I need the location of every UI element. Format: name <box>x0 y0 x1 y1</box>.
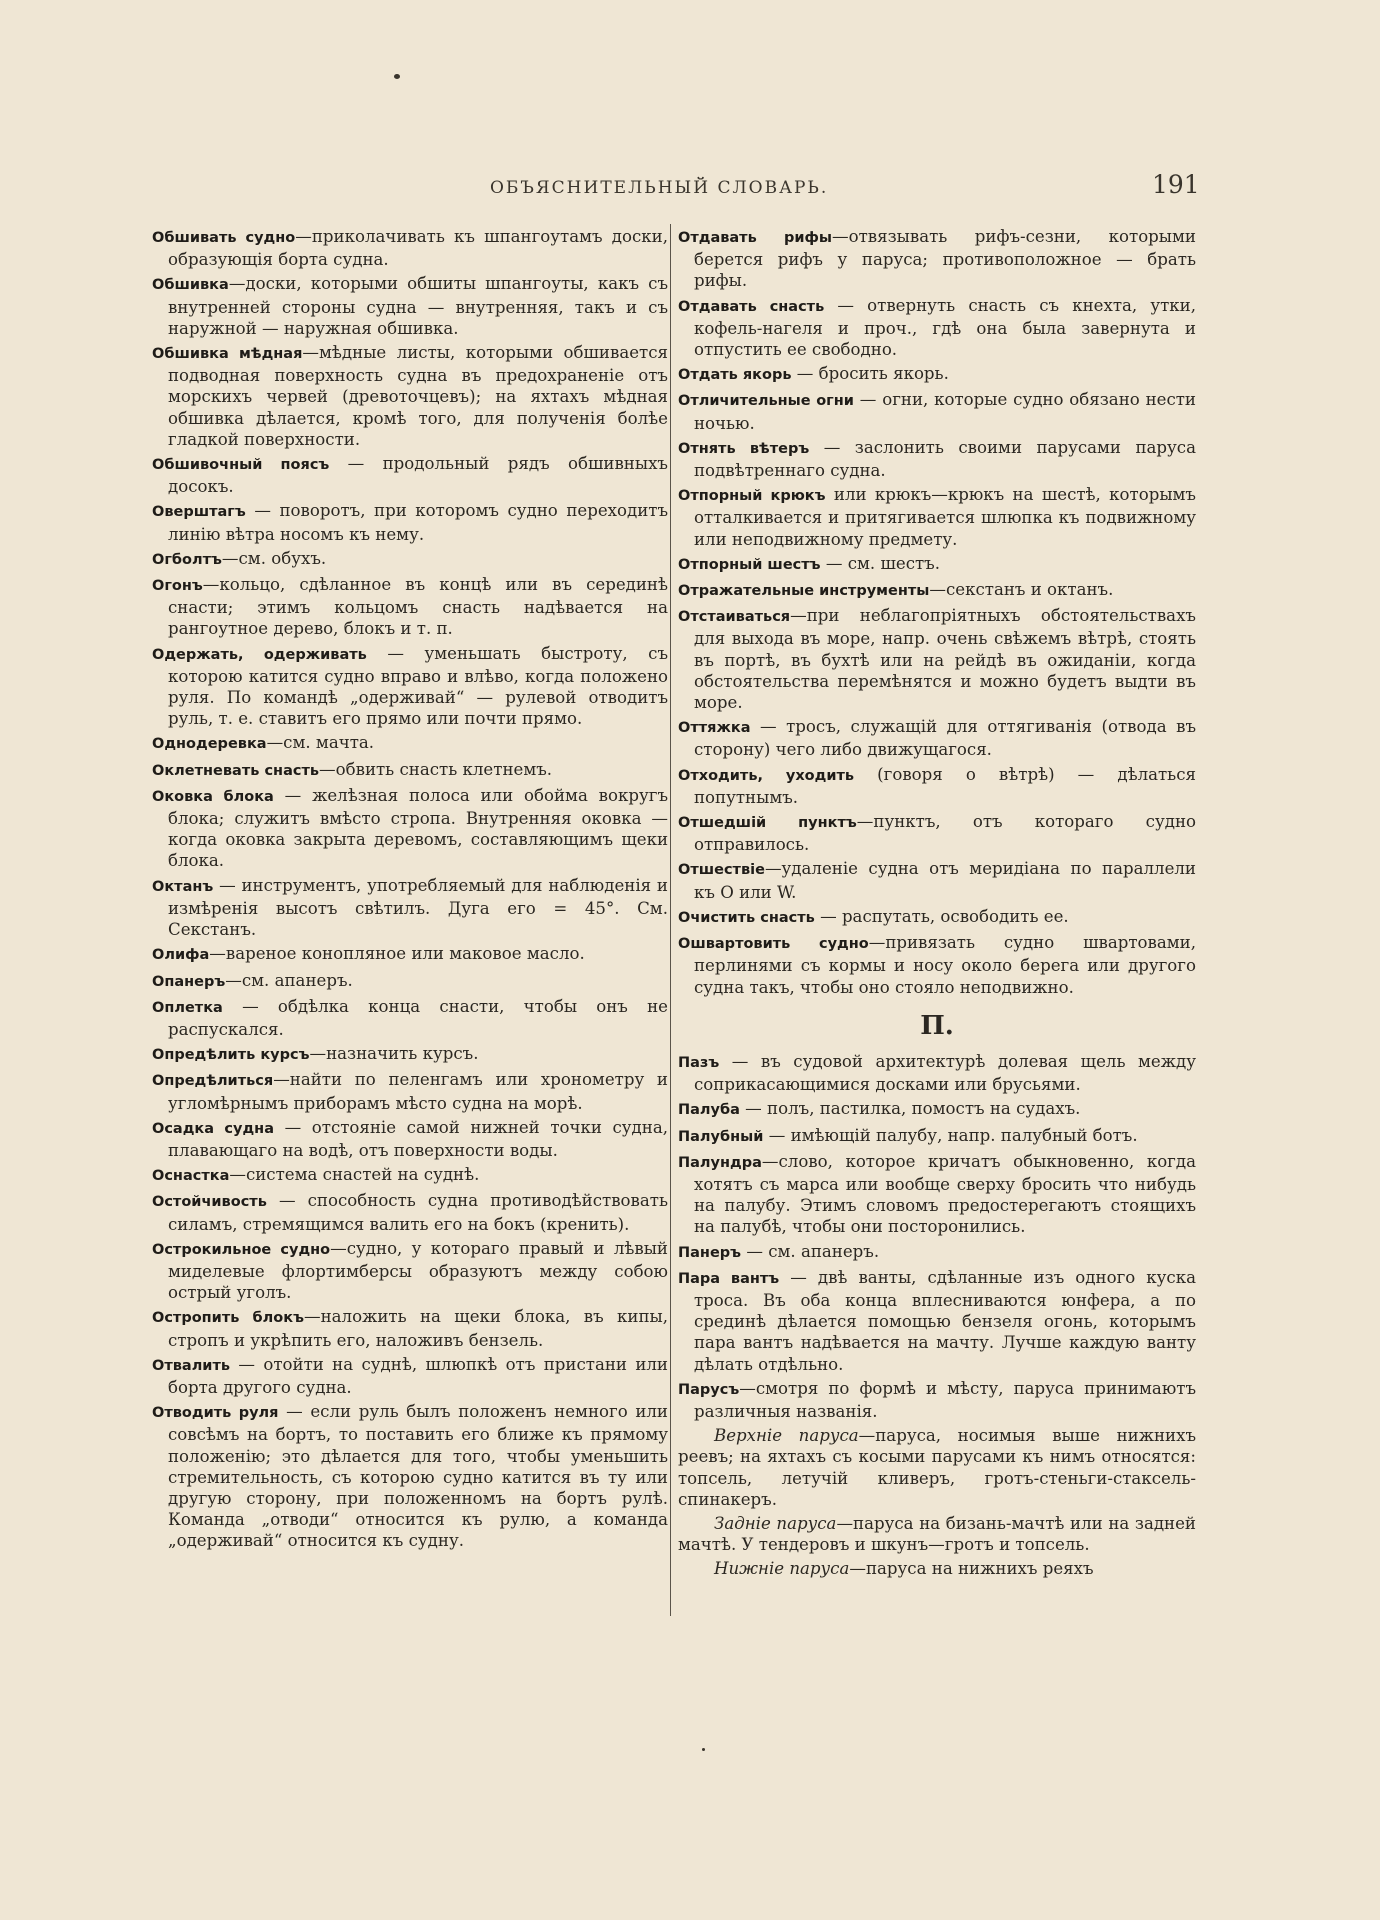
entry-definition: — заслонить своими парусами паруса подвѣтреннаго судна. <box>694 437 1196 481</box>
dictionary-entry <box>678 363 1196 386</box>
right-column <box>678 226 1196 1583</box>
entry-term: Парусъ <box>678 1381 740 1398</box>
entry-term: Оснастка <box>152 1168 230 1185</box>
sail-entry-upper <box>678 1425 1196 1510</box>
dictionary-entry <box>152 1401 668 1551</box>
entry-definition: —отвязывать рифъ-сезни, которыми берется рифъ у паруса; противоположное — брать рифы. <box>694 227 1196 291</box>
entry-term: Опанеръ <box>152 973 226 990</box>
entry-definition: или крюкъ—крюкъ на шестѣ, которымъ отталкивается и притягивается шлюпка къ подвижному или неподвижному предмету. <box>694 485 1196 549</box>
entry-definition: —мѣдные листы, которыми обшивается подводная поверхность судна въ предохраненіе отъ морскихъ червей (древоточцевъ); на яхтахъ мѣдная обшивка дѣлается, кромѣ того, для полученія болѣе гладкой поверхности. <box>168 343 668 449</box>
entry-definition: — инструментъ, употребляемый для наблюденія и измѣренія высотъ свѣтилъ. Дуга его = 45°. См. Секстанъ. <box>168 875 668 940</box>
sail-def: —паруса на нижнихъ реяхъ <box>849 1559 1094 1579</box>
entry-definition: —вареное конопляное или маковое масло. <box>209 944 585 964</box>
entry-term: Огонъ <box>152 578 203 595</box>
entry-term: Отражательные инструменты <box>678 583 930 600</box>
dictionary-entry <box>678 389 1196 433</box>
entry-definition: —привязать судно швартовами, перлинями съ кормы и носу около берега или другого судна такъ, чтобы оно стояло неподвижно. <box>694 933 1196 997</box>
entry-term: Палубный <box>678 1128 764 1145</box>
entry-term: Отнять вѣтеръ <box>678 440 810 457</box>
entry-definition: —слово, которое кричатъ обыкновенно, когда хотятъ съ марса или вообще сверху бросить что нибудь на палубу. Этимъ словомъ предостерегаютъ стоящихъ на палубѣ, чтобы они посторонились. <box>694 1151 1196 1237</box>
dictionary-entry <box>678 811 1196 855</box>
entry-definition: —доски, которыми обшиты шпангоуты, какъ съ внутренней стороны судна — внутренняя, такъ и съ наружной — наружная обшивка. <box>168 274 668 338</box>
entry-definition: —смотря по формѣ и мѣсту, паруса принимаютъ различныя названія. <box>694 1378 1196 1421</box>
entry-definition: —приколачивать къ шпангоутамъ доски, образующія борта судна. <box>168 227 668 270</box>
entry-definition: — отстояніе самой нижней точки судна, плавающаго на водѣ, отъ поверхности воды. <box>168 1117 668 1160</box>
entry-definition: —см. обухъ. <box>221 548 327 568</box>
dictionary-entry <box>678 1267 1196 1375</box>
entry-term: Остойчивость <box>152 1194 267 1211</box>
entry-term: Отдавать рифы <box>678 230 833 246</box>
entry-definition: — двѣ ванты, сдѣланные изъ одного куска троса. Въ оба конца вплесниваются юнфера, а по срединѣ дѣлается помощью бензеля огонь, которымъ пара вантъ надѣвается на мачту. Лучше каждую ванту дѣлать отдѣльно. <box>694 1267 1196 1374</box>
entry-term: Обшивка мѣдная <box>152 346 303 363</box>
dictionary-entry <box>678 858 1196 902</box>
entry-definition: — огни, которые судно обязано нести ночью. <box>694 390 1196 433</box>
entry-definition: —найти по пеленгамъ или хронометру и угломѣрнымъ приборамъ мѣсто судна на морѣ. <box>168 1070 668 1113</box>
entry-term: Палуба <box>678 1102 740 1119</box>
entry-term: Отстаиваться <box>678 609 791 626</box>
dictionary-entry <box>678 1051 1196 1095</box>
entry-term: Осадка судна <box>152 1120 274 1137</box>
entry-definition: — продольный рядъ обшивныхъ досокъ. <box>168 454 668 497</box>
left-column <box>152 226 668 1555</box>
entry-term: Палундра <box>678 1154 762 1171</box>
dictionary-entry <box>678 437 1196 481</box>
right-column-p-entries <box>678 1051 1196 1422</box>
dictionary-entry <box>678 932 1196 998</box>
section-letter: П. <box>920 1010 954 1041</box>
dictionary-entry <box>152 574 668 640</box>
entry-definition: — распутать, освободить ее. <box>814 906 1069 926</box>
entry-definition: — отойти на суднѣ, шлюпкѣ отъ пристани или борта другого судна. <box>168 1354 668 1397</box>
dictionary-entry <box>152 342 668 450</box>
dictionary-entry <box>152 996 668 1040</box>
entry-term: Панеръ <box>678 1244 742 1261</box>
page-number: 191 <box>1152 170 1200 199</box>
dictionary-entry <box>678 484 1196 550</box>
entry-definition: — см. шестъ. <box>820 553 941 573</box>
entry-definition: — полъ, пастилка, помостъ на судахъ. <box>739 1099 1081 1119</box>
dictionary-entry <box>678 906 1196 929</box>
entry-term: Отпорный шестъ <box>678 556 821 573</box>
ink-speck <box>394 74 400 79</box>
entry-term: Отдать якорь <box>678 367 792 384</box>
entry-term: Однодеревка <box>152 736 267 753</box>
dictionary-entry <box>152 453 668 497</box>
entry-definition: —при неблагопріятныхъ обстоятельствахъ для выхода въ море, напр. очень свѣжемъ вѣтрѣ, стоять въ портѣ, въ бухтѣ или на рейдѣ въ ожиданіи, когда обстоятельства перемѣнятся и можно будетъ выдти въ море. <box>694 606 1196 713</box>
entry-definition: — имѣющій палубу, напр. палубный ботъ. <box>763 1125 1138 1145</box>
entry-term: Одержать, одерживать <box>152 646 367 663</box>
entry-definition: —кольцо, сдѣланное въ концѣ или въ серединѣ снасти; этимъ кольцомъ снасть надѣвается на рангоутное дерево, блокъ и т. п. <box>168 575 668 639</box>
entry-term: Отличительные огни <box>678 393 854 410</box>
entry-term: Очистить снасть <box>678 909 815 926</box>
dictionary-entry <box>152 759 668 782</box>
dictionary-entry <box>678 579 1196 602</box>
entry-definition: —обвить снасть клетнемъ. <box>319 759 553 779</box>
entry-definition: —см. апанеръ. <box>225 970 353 990</box>
dictionary-entry <box>678 605 1196 713</box>
entry-definition: —система снастей на суднѣ. <box>229 1165 480 1185</box>
dictionary-entry <box>678 1098 1196 1121</box>
entry-definition: — тросъ, служащій для оттягиванія (отвода въ сторону) чего либо движущагося. <box>694 717 1196 760</box>
entry-definition: —удаленіе судна отъ меридіана по параллели къ O или W. <box>694 859 1196 902</box>
entry-term: Отходить, уходить <box>678 767 855 784</box>
entry-term: Обшивка <box>152 277 229 294</box>
sail-entry-lower <box>678 1558 1196 1579</box>
entry-term: Остропить блокъ <box>152 1310 304 1327</box>
column-divider <box>670 224 671 1616</box>
dictionary-entry <box>152 1354 668 1398</box>
entry-term: Обшивочный поясъ <box>152 457 330 474</box>
entry-term: Октанъ <box>152 878 214 895</box>
dictionary-entry <box>152 785 668 872</box>
dictionary-entry <box>678 553 1196 576</box>
dictionary-entry <box>152 1117 668 1161</box>
dictionary-entry <box>152 970 668 993</box>
entry-term: Оттяжка <box>678 720 751 737</box>
dictionary-entry <box>678 1241 1196 1264</box>
sail-term: Задніе паруса <box>714 1513 837 1533</box>
entry-definition: — бросить якорь. <box>791 364 949 384</box>
entry-term: Ошвартовить судно <box>678 936 869 953</box>
entry-definition: — желѣзная полоса или обойма вокругъ блока; служитъ вмѣсто стропа. Внутренняя оковка — когда оковка закрыта деревомъ, составляющимъ щеки блока. <box>168 785 669 871</box>
dictionary-entry <box>152 226 668 270</box>
dictionary-entry <box>152 1043 668 1066</box>
entry-definition: —назначить курсъ. <box>309 1044 479 1064</box>
entry-definition: — отвернуть снасть съ кнехта, утки, кофель-нагеля и проч., гдѣ она была завернута и отпустить ее свободно. <box>694 295 1197 360</box>
dictionary-entry <box>678 1125 1196 1148</box>
entry-term: Отвалить <box>152 1357 231 1374</box>
dictionary-entry <box>152 943 668 966</box>
entry-term: Обшивать судно <box>152 230 296 246</box>
dictionary-entry <box>152 1190 668 1234</box>
entry-term: Пазъ <box>678 1054 720 1071</box>
right-column-o-entries <box>678 226 1196 998</box>
sail-def: —паруса, носимыя выше нижнихъ реевъ; на яхтахъ съ косыми парусами къ нимъ относятся: топсель, летучій кливеръ, гротъ-стеньги-стаксель-спинакеръ. <box>678 1426 1197 1509</box>
dictionary-entry <box>678 1378 1196 1422</box>
entry-term: Пара вантъ <box>678 1270 780 1287</box>
entry-term: Опредѣлиться <box>152 1073 274 1090</box>
entry-term: Оклетневать снасть <box>152 762 320 779</box>
dictionary-entry <box>152 1164 668 1187</box>
dictionary-entry <box>152 643 668 730</box>
dictionary-entry <box>152 548 668 571</box>
entry-definition: — способность судна противодѣйствовать силамъ, стремящимся валить его на бокъ (кренить). <box>168 1191 668 1234</box>
dictionary-entry <box>678 716 1196 760</box>
entry-term: Отводить руля <box>152 1405 279 1422</box>
entry-definition: — уменьшать быстроту, съ которою катится судно вправо и влѣво, когда положено руля. По командѣ „одерживай“ — рулевой отводитъ руль, т. е. ставитъ его прямо или почти прямо. <box>168 643 668 729</box>
ink-speck <box>702 1748 705 1751</box>
entry-term: Оплетка <box>152 999 223 1016</box>
running-header: ОБЪЯСНИТЕЛЬНЫЙ СЛОВАРЬ. <box>490 178 829 198</box>
dictionary-entry <box>152 875 668 941</box>
dictionary-entry <box>152 500 668 544</box>
dictionary-entry <box>152 1069 668 1113</box>
dictionary-entry <box>678 295 1196 361</box>
dictionary-entry <box>152 732 668 755</box>
entry-definition: — поворотъ, при которомъ судно переходитъ линію вѣтра носомъ къ нему. <box>168 501 668 544</box>
entry-term: Оковка блока <box>152 788 274 805</box>
dictionary-entry <box>152 1306 668 1350</box>
entry-term: Олифа <box>152 947 210 964</box>
entry-definition: —секстанъ и октанъ. <box>929 580 1114 600</box>
entry-definition: —судно, у котораго правый и лѣвый миделевые флортимберсы образуютъ между собою острый уголъ. <box>168 1238 668 1303</box>
sail-entry-rear <box>678 1513 1196 1555</box>
dictionary-entry <box>678 226 1196 292</box>
entry-definition: (говоря о вѣтрѣ) — дѣлаться попутнымъ. <box>694 764 1196 807</box>
entry-term: Оверштагъ <box>152 504 246 521</box>
dictionary-entry <box>152 273 668 339</box>
entry-term: Отшествіе <box>678 862 765 879</box>
entry-definition: —см. мачта. <box>266 733 375 753</box>
entry-definition: — если руль былъ положенъ немного или совсѣмъ на бортъ, то поставить его ближе къ прямому положенію; это дѣлается для того, чтобы уменьшить стремительность, съ которою судно катится въ ту или другую сторону, при положенномъ на бортъ рулѣ. Команда „отводи“ относится къ рулю, а команда „одерживай“ относится къ судну. <box>168 1402 668 1551</box>
entry-term: Отдавать снасть <box>678 298 825 315</box>
entry-definition: —наложить на щеки блока, въ кипы, стропъ и укрѣпить его, наложивъ бензель. <box>168 1307 668 1350</box>
sail-def: —паруса на бизань-мачтѣ или на задней мачтѣ. У тендеровъ и шкунъ—гротъ и топсель. <box>678 1513 1196 1555</box>
entry-definition: — см. апанеръ. <box>741 1241 880 1261</box>
entry-term: Опредѣлить курсъ <box>152 1047 310 1064</box>
dictionary-entry <box>678 1151 1196 1238</box>
entry-term: Отпорный крюкъ <box>678 488 826 505</box>
entry-definition: — обдѣлка конца снасти, чтобы онъ не распускался. <box>168 996 668 1039</box>
dictionary-entry <box>152 1238 668 1304</box>
entry-term: Отшедшій пунктъ <box>678 815 857 832</box>
entry-definition: — въ судовой архитектурѣ долевая щель между соприкасающимися досками или брусьями. <box>694 1051 1196 1095</box>
entry-term: Огболтъ <box>152 551 222 568</box>
entry-term: Острокильное судно <box>152 1241 331 1258</box>
entry-definition: —пунктъ, отъ котораго судно отправилось. <box>694 812 1196 855</box>
sail-term: Верхніе паруса <box>714 1426 859 1446</box>
dictionary-entry <box>678 764 1196 808</box>
sail-term: Нижніе паруса <box>714 1559 850 1579</box>
